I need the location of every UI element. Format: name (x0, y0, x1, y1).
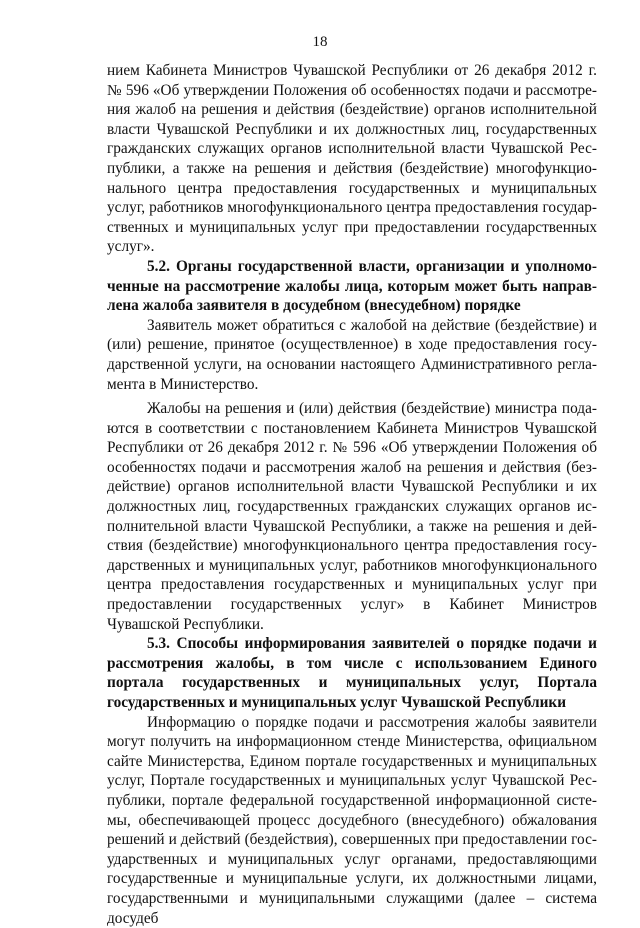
paragraph-minister-complaints: Жалобы на решения и (или) действия (бездействие) министра подаются в соответствии с постановлением Кабинета Министров Чувашской Республики от 26 декабря 2012 г. № 596 «Об утверждении Положения об особенностях подачи и рассмотрения жалоб на решения и действия (бездействие) органов исполнительной власти Чувашской Республики и их должностных лиц, государственных гражданских служащих органов исполнительной власти Чувашской Республики, а также на решения и действия (бездействие) многофункционального центра предоставления государственных и муниципальных услуг, работников многофункционального центра предоставления государственных и муниципальных услуг при предоставлении государственных услуг» в Кабинет Министров Чувашской Республики. (107, 400, 597, 633)
paragraph-continued: нием Кабинета Министров Чувашской Республики от 26 декабря 2012 г. № 596 «Об утверждении Положения об особенностях подачи и рассмотрения жалоб на решения и действия (бездействие) органов исполнительной власти Чувашской Республики и их должностных лиц, государственных гражданских служащих органов исполнительной власти Чувашской Республики, а также на решения и действия (бездействие) многофункционального центра предоставления государственных и муниципальных услуг, работников многофункционального центра предоставления государственных и муниципальных услуг при предоставлении государственных услуг». (107, 62, 597, 256)
section-heading-5-2: 5.2. Органы государственной власти, организации и уполномоченные на рассмотрение жалобы лица, которым может быть направлена жалоба заявителя в досудебном (внесудебном) порядке (107, 257, 597, 315)
section-heading-5-3: 5.3. Способы информирования заявителей о порядке подачи и рассмотрения жалобы, в том числе с использованием Единого портала государственных и муниципальных услуг, Портала государственных и муниципальных услуг Чувашской Республики (107, 635, 597, 711)
document-body (107, 61, 597, 928)
paragraph-information-sources: Информацию о порядке подачи и рассмотрения жалобы заявители могут получить на информационном стенде Министерства, официальном сайте Министерства, Едином портале государственных и муниципальных услуг, Портале государственных и муниципальных услуг Чувашской Республики, портале федеральной государственной информационной системы, обеспечивающей процесс досудебного (внесудебного) обжалования решений и действий (бездействия), совершенных при предоставлении государственных и муниципальных услуг органами, предоставляющими государственные и муниципальные услуги, их должностными лицами, государственными и муниципальными служащими (далее – система досудеб (107, 713, 597, 927)
page-number: 18 (312, 34, 328, 50)
paragraph-applicant-complaint: Заявитель может обратиться с жалобой на действие (бездействие) и (или) решение, принятое (осуществленное) в ходе предоставления государственной услуги, на основании настоящего Административного регламента в Министерство. (107, 316, 597, 393)
